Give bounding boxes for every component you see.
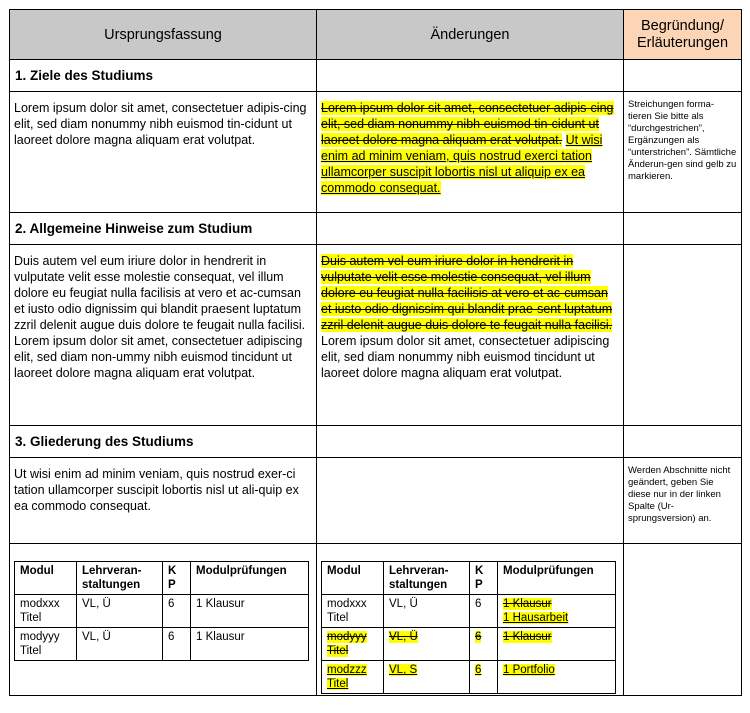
changes-text — [317, 92, 624, 213]
note-text: Streichungen forma-tieren Sie bitte als “durchgestrichen”, Ergänzungen als “unterstrichen”. Sämtliche Änderun-gen sind gelb zu markieren. — [624, 92, 742, 213]
original-module-cell — [10, 544, 317, 696]
deleted-lv: VL, Ü — [389, 631, 418, 643]
cell-lv — [384, 661, 470, 694]
deleted-exam: 1 Klausur — [503, 598, 552, 610]
module-table-changed — [321, 561, 616, 694]
deleted-exam: 1 Klausur — [503, 631, 552, 643]
inserted-text: Ut wisi enim ad minim veniam, quis nostrud exerci tation ullamcorper suscipit lobortis nisl ut aliquip ex ea commodo consequat. — [321, 133, 603, 195]
kept-text: Lorem ipsum dolor sit amet, consectetuer adipiscing elit, sed diam nonummy nibh euismod tincidunt ut laoreet dolore magna aliquam erat volutpat. — [321, 334, 610, 380]
header-changes: Änderungen — [317, 10, 624, 60]
header-reason: Begründung/ Erläuterungen — [624, 10, 742, 60]
inserted-lv: VL, S — [389, 664, 418, 676]
col-header-kp: K P — [470, 562, 498, 595]
cell-modul: modyyy Titel — [15, 628, 77, 661]
original-text: Ut wisi enim ad minim veniam, quis nostrud exer-ci tation ullamcorper suscipit lobortis nisl ut ali-quip ex ea commodo consequat. — [10, 458, 317, 544]
empty-cell — [624, 426, 742, 458]
section-title: 3. Gliederung des Studiums — [10, 426, 317, 458]
cell-exam — [498, 595, 616, 628]
cell-modul: modxxx Titel — [15, 595, 77, 628]
cell-kp: 6 — [163, 628, 191, 661]
empty-cell — [317, 426, 624, 458]
inserted-modul: modzzz Titel — [327, 664, 367, 690]
cell-exam: 1 Klausur — [191, 628, 309, 661]
col-header-modul: Modul — [15, 562, 77, 595]
empty-cell — [624, 544, 742, 696]
inserted-exam: 1 Hausarbeit — [503, 612, 569, 624]
empty-cell — [317, 213, 624, 245]
cell-lv: VL, Ü — [384, 595, 470, 628]
cell-lv: VL, Ü — [77, 628, 163, 661]
changes-text — [317, 245, 624, 426]
inserted-kp: 6 — [475, 664, 482, 676]
inserted-exam: 1 Portfolio — [503, 664, 555, 676]
table-row — [322, 595, 616, 628]
col-header-modul: Modul — [322, 562, 384, 595]
table-row — [15, 595, 309, 628]
cell-exam — [498, 628, 616, 661]
original-text: Lorem ipsum dolor sit amet, consectetuer adipis-cing elit, sed diam nonummy nibh euismod tin-cidunt ut laoreet dolore magna aliquam erat volutpat. — [10, 92, 317, 213]
cell-modul: modxxx Titel — [322, 595, 384, 628]
cell-kp: 6 — [470, 595, 498, 628]
comparison-table — [9, 9, 742, 696]
cell-kp — [470, 661, 498, 694]
cell-lv: VL, Ü — [77, 595, 163, 628]
empty-cell — [624, 213, 742, 245]
table-row — [322, 661, 616, 694]
empty-cell — [317, 60, 624, 92]
table-row — [15, 628, 309, 661]
col-header-modulpruefungen: Modulprüfungen — [191, 562, 309, 595]
deleted-kp: 6 — [475, 631, 482, 643]
empty-cell — [317, 458, 624, 544]
col-header-lehrveranstaltungen: Lehrveran-staltungen — [77, 562, 163, 595]
original-text: Duis autem vel eum iriure dolor in hendrerit in vulputate velit esse molestie consequat, vel illum dolore eu feugiat nulla facilisis at vero et ac-cumsan et iusto odio dignissim qui blandit praesent luptatum zzril delenit augue duis dolore te feugait nulla facilisi. Lorem ipsum dolor sit amet, consectetuer adipiscing elit, sed diam non-ummy nibh euismod tincidunt ut laoreet dolore magna aliquam erat volutpat. — [10, 245, 317, 426]
module-table-original — [14, 561, 309, 661]
col-header-lehrveranstaltungen: Lehrveran-staltungen — [384, 562, 470, 595]
cell-modul — [322, 628, 384, 661]
cell-kp — [470, 628, 498, 661]
deleted-text: Duis autem vel eum iriure dolor in hendrerit in vulputate velit esse molestie consequat, vel illum dolore eu feugiat nulla facilisis at vero et ac-cumsan et iusto odio dignissim qui blandit prae-sent luptatum zzril delenit augue duis dolore te feugait nulla facilisi. — [321, 254, 613, 332]
note-text — [624, 245, 742, 426]
changes-module-cell — [317, 544, 624, 696]
cell-exam — [498, 661, 616, 694]
col-header-modulpruefungen: Modulprüfungen — [498, 562, 616, 595]
section-title: 1. Ziele des Studiums — [10, 60, 317, 92]
note-text: Werden Abschnitte nicht geändert, geben Sie diese nur in der linken Spalte (Ur-sprungsversion) an. — [624, 458, 742, 544]
col-header-kp: K P — [163, 562, 191, 595]
cell-kp: 6 — [163, 595, 191, 628]
header-original: Ursprungsfassung — [10, 10, 317, 60]
deleted-text: Lorem ipsum dolor sit amet, consectetuer adipis-cing elit, sed diam nonummy nibh euismod tin-cidunt ut laoreet dolore magna aliquam erat volutpat. — [321, 101, 614, 147]
cell-modul — [322, 661, 384, 694]
section-title: 2. Allgemeine Hinweise zum Studium — [10, 213, 317, 245]
table-row — [322, 628, 616, 661]
cell-lv — [384, 628, 470, 661]
deleted-modul: modyyy Titel — [327, 631, 367, 657]
empty-cell — [624, 60, 742, 92]
cell-exam: 1 Klausur — [191, 595, 309, 628]
